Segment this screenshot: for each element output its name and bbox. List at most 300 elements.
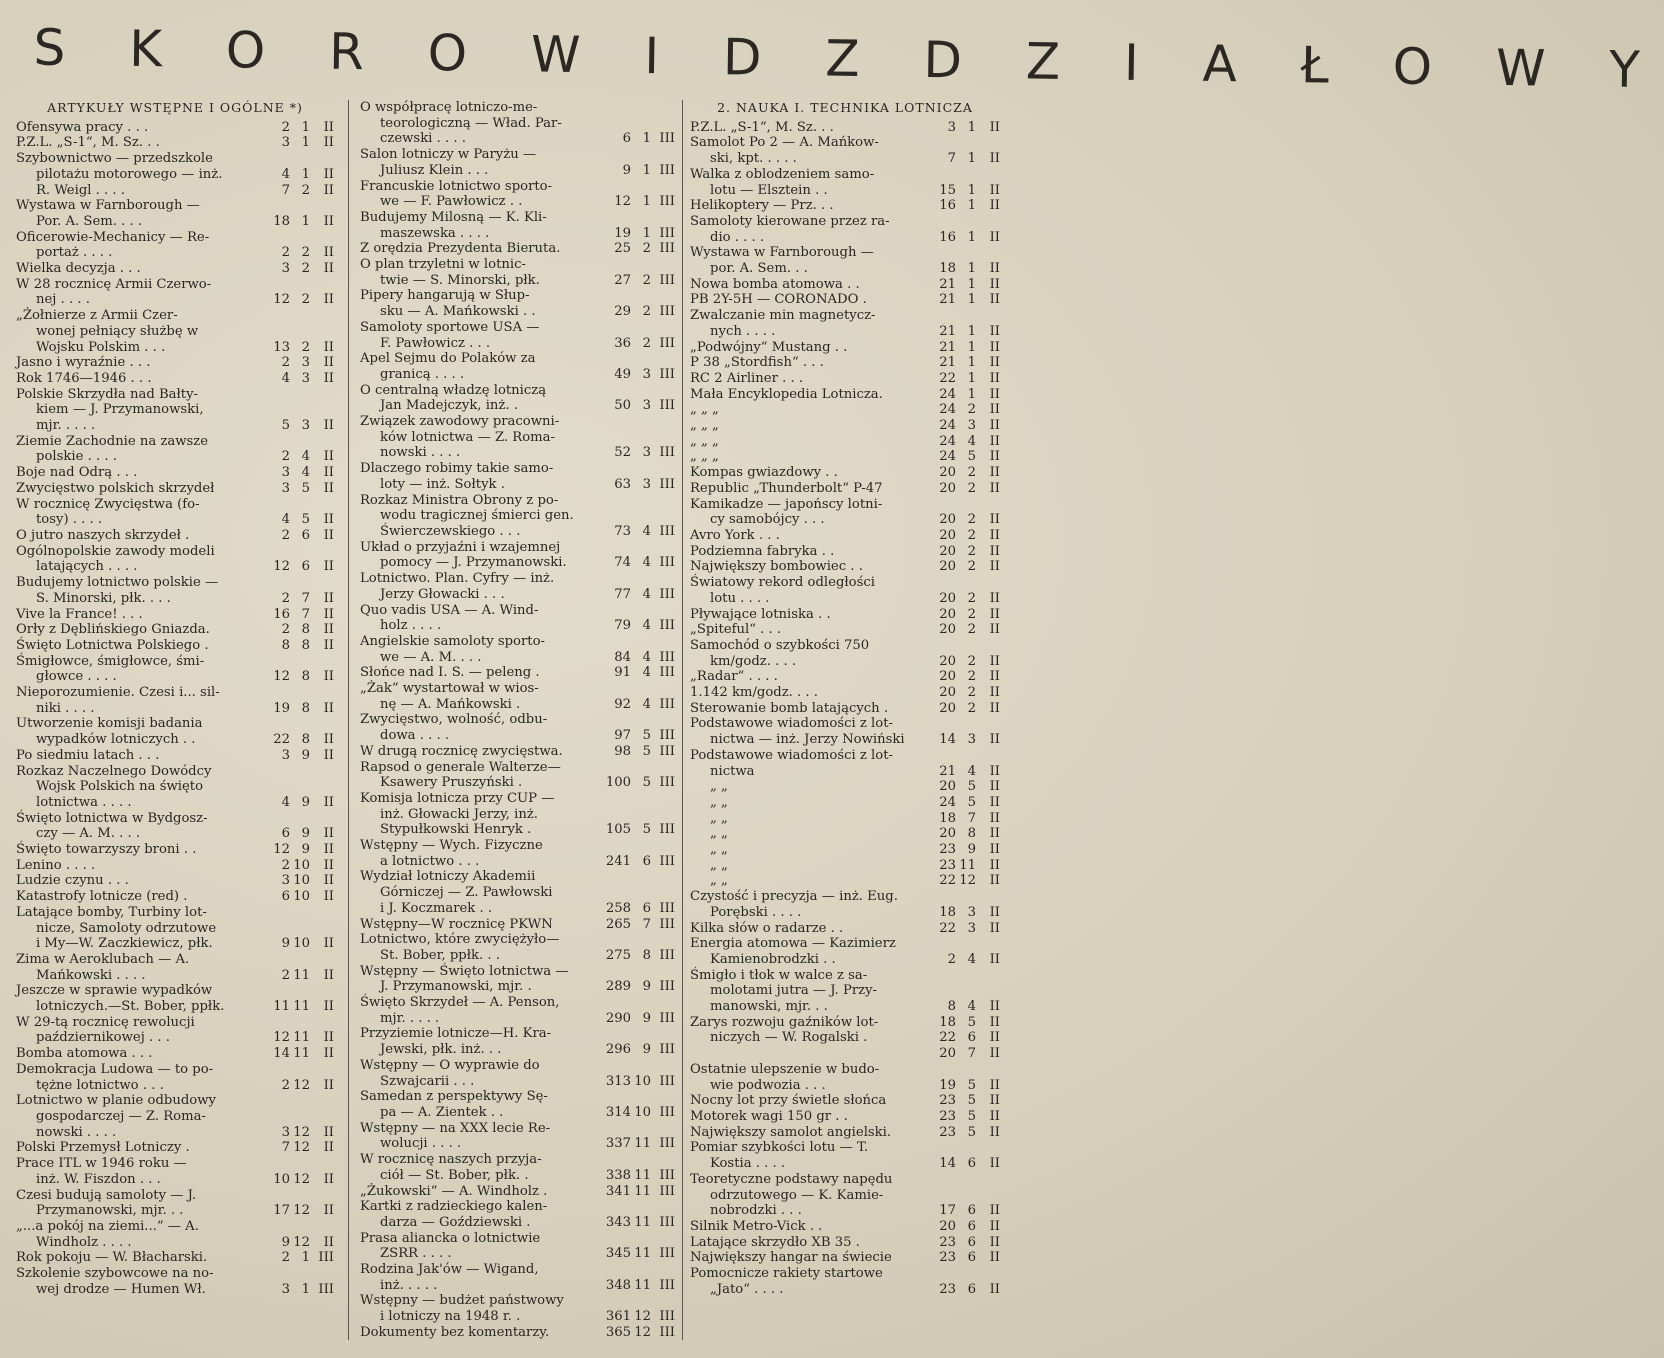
issue-number: 2 [967, 669, 976, 685]
index-entry [690, 1140, 1000, 1171]
issue-number: 2 [967, 527, 976, 543]
volume-number: II [323, 292, 334, 308]
entry-title-line: Przymanowski, mjr. . . [36, 1203, 184, 1219]
page-number: 22 [939, 920, 956, 936]
entry-list [360, 100, 675, 1341]
entry-title-line: „Radar“ . . . . [690, 669, 778, 685]
issue-number: 10 [293, 857, 310, 873]
index-entry [16, 1266, 334, 1297]
page-number: 16 [939, 198, 956, 214]
index-entry [16, 638, 334, 654]
issue-number: 4 [642, 586, 651, 602]
volume-number: III [659, 1309, 675, 1325]
issue-number: 3 [642, 366, 651, 382]
entry-title-line: loty — inż. Sołtyk . [380, 476, 505, 492]
volume-number: II [989, 512, 1000, 528]
volume-number: II [323, 449, 334, 465]
volume-number: II [989, 119, 1000, 135]
issue-number: 11 [293, 999, 310, 1015]
page-number: 7 [947, 151, 956, 167]
entry-title-line: Oficerowie-Mechanicy — Re- [16, 229, 210, 245]
index-entry [360, 634, 675, 665]
index-entry [16, 748, 334, 764]
volume-number: II [989, 182, 1000, 198]
issue-number: 11 [634, 1167, 651, 1183]
entry-title-line: Ludzie czynu . . . [16, 873, 129, 889]
volume-number: II [323, 1140, 334, 1156]
page-number: 23 [939, 1234, 956, 1250]
page-number: 20 [939, 606, 956, 622]
index-entry [360, 1089, 675, 1120]
entry-title-line: „ „ „ [690, 418, 719, 434]
index-entry [690, 1266, 1000, 1297]
issue-number: 3 [642, 476, 651, 492]
index-entry [690, 685, 1000, 701]
index-entry [360, 288, 675, 319]
volume-number: II [989, 685, 1000, 701]
entry-title-line: Stypułkowski Henryk . [380, 822, 532, 838]
page-number: 23 [939, 1093, 956, 1109]
entry-title-line: niczych — W. Rogalski . [710, 1030, 868, 1046]
volume-number: II [323, 857, 334, 873]
index-entry [690, 214, 1000, 245]
issue-number: 1 [301, 213, 310, 229]
entry-title-line: ski, kpt. . . . . [710, 151, 797, 167]
page-number: 91 [614, 665, 631, 681]
volume-number: III [659, 162, 675, 178]
volume-number: III [318, 1281, 334, 1297]
volume-number: II [989, 480, 1000, 496]
volume-number: II [989, 433, 1000, 449]
entry-title-line: Największy bombowiec . . [690, 559, 863, 575]
issue-number: 2 [967, 590, 976, 606]
entry-title-line: Wydział lotniczy Akademii [360, 869, 536, 885]
entry-title-line: Rapsod o generale Walterze— [360, 759, 561, 775]
entry-title-line: „ „ „ [690, 433, 719, 449]
volume-number: II [989, 1124, 1000, 1140]
index-entry [16, 1093, 334, 1140]
entry-title-line: „ „ [710, 794, 728, 810]
entry-title-line: Rok 1746—1946 . . . [16, 370, 152, 386]
index-entry [16, 544, 334, 575]
index-entry [690, 120, 1000, 136]
entry-title-line: czy — A. M. . . . [36, 826, 141, 842]
entry-title-line: Pomiar szybkości lotu — T. [690, 1140, 869, 1156]
issue-number: 4 [967, 999, 976, 1015]
page-number: 17 [273, 1203, 290, 1219]
entry-title-line: Szkolenie szybowcowe na no- [16, 1266, 214, 1282]
volume-number: II [323, 732, 334, 748]
index-entry [16, 1046, 334, 1062]
entry-title-line: F. Pawłowicz . . . [380, 335, 491, 351]
page-number: 105 [605, 822, 631, 838]
entry-title-line: pilotażu motorowego — inż. [36, 166, 223, 182]
entry-title-line: Silnik Metro-Vick . . [690, 1218, 823, 1234]
volume-number: III [659, 398, 675, 414]
index-entry [360, 241, 675, 257]
page-number: 2 [281, 1250, 290, 1266]
index-entry [16, 654, 334, 685]
entry-title-line: sku — A. Mańkowski . . [380, 304, 536, 320]
entry-title-line: mjr. . . . . [36, 418, 96, 434]
issue-number: 8 [967, 826, 976, 842]
page-number: 361 [605, 1309, 631, 1325]
page-number: 20 [939, 559, 956, 575]
entry-title-line: we — F. Pawłowicz . . [380, 194, 523, 210]
index-entry [16, 277, 334, 308]
issue-number: 5 [967, 1093, 976, 1109]
page-number: 258 [605, 900, 631, 916]
volume-number: II [989, 1077, 1000, 1093]
issue-number: 7 [301, 590, 310, 606]
issue-number: 2 [301, 245, 310, 261]
volume-number: III [659, 618, 675, 634]
issue-number: 1 [967, 386, 976, 402]
issue-number: 8 [301, 732, 310, 748]
entry-title-line: inż. . . . . [380, 1277, 438, 1293]
volume-number: II [989, 622, 1000, 638]
issue-number: 11 [293, 1046, 310, 1062]
page-number: 73 [614, 523, 631, 539]
page-number: 22 [939, 370, 956, 386]
entry-title-line: por. A. Sem. . . [710, 261, 808, 277]
index-entry [690, 449, 1000, 465]
volume-number: II [323, 261, 334, 277]
volume-number: III [659, 1073, 675, 1089]
index-entry [16, 151, 334, 198]
issue-number: 1 [967, 323, 976, 339]
issue-number: 2 [967, 543, 976, 559]
entry-title-line: Komisja lotnicza przy CUP — [360, 790, 555, 806]
entry-title-line: Zarys rozwoju gaźników lot- [690, 1014, 879, 1030]
volume-number: II [323, 418, 334, 434]
page-number: 6 [281, 826, 290, 842]
volume-number: II [323, 245, 334, 261]
issue-number: 2 [301, 261, 310, 277]
index-entry [16, 1156, 334, 1187]
entry-title-line: Pomocnicze rakiety startowe [690, 1266, 883, 1282]
issue-number: 1 [967, 119, 976, 135]
issue-number: 4 [301, 465, 310, 481]
issue-number: 5 [642, 743, 651, 759]
page-number: 3 [281, 465, 290, 481]
entry-title-line: Święto towarzyszy broni . . [16, 842, 197, 858]
entry-title-line: Z orędzia Prezydenta Bieruta. [360, 241, 561, 257]
volume-number: II [989, 1250, 1000, 1266]
volume-number: III [659, 366, 675, 382]
page-number: 4 [281, 794, 290, 810]
volume-number: II [323, 1077, 334, 1093]
issue-number: 10 [293, 873, 310, 889]
entry-title-line: nicze, Samoloty odrzutowe [36, 920, 217, 936]
index-entry [16, 575, 334, 606]
volume-number: III [659, 523, 675, 539]
entry-title-line: głowce . . . . [36, 669, 117, 685]
entry-title-line: Ziemie Zachodnie na zawsze [16, 433, 209, 449]
issue-number: 1 [642, 225, 651, 241]
index-entry [690, 434, 1000, 450]
index-entry [16, 481, 334, 497]
page-number: 20 [939, 685, 956, 701]
page-number: 20 [939, 826, 956, 842]
entry-title-line: Motorek wagi 150 gr . . [690, 1109, 848, 1124]
issue-number: 2 [967, 559, 976, 575]
volume-number: II [989, 763, 1000, 779]
issue-number: 6 [967, 1203, 976, 1219]
entry-title-line: P.Z.L. „S-1“, M. Sz. . . [690, 119, 834, 135]
entry-title-line: „Żołnierze z Armii Czer- [16, 308, 178, 324]
issue-number: 2 [967, 622, 976, 638]
section-heading: ARTYKUŁY WSTĘPNE I OGÓLNE *) [47, 100, 303, 115]
issue-number: 11 [634, 1183, 651, 1199]
entry-title-line: Bomba atomowa . . . [16, 1046, 153, 1062]
entry-title-line: Sterowanie bomb latających . [690, 700, 889, 716]
page-number: 10 [273, 1171, 290, 1187]
entry-title-line: i J. Koczmarek . . [380, 900, 493, 916]
volume-number: II [989, 449, 1000, 465]
entry-title-line: we — A. M. . . . [380, 649, 482, 665]
entry-title-line: R. Weigl . . . . [36, 182, 126, 198]
issue-number: 1 [967, 229, 976, 245]
entry-title-line: Związek zawodowy pracowni- [360, 414, 560, 430]
page-number: 63 [614, 476, 631, 492]
entry-title-line: Demokracja Ludowa — to po- [16, 1061, 214, 1077]
issue-number: 12 [293, 1203, 310, 1219]
entry-title-line: październikowej . . . [36, 1030, 170, 1046]
index-entry [16, 230, 334, 261]
entry-title-line: O jutro naszych skrzydeł . [16, 527, 190, 543]
index-entry [690, 167, 1000, 198]
page-number: 2 [281, 245, 290, 261]
index-entry [16, 497, 334, 528]
entry-title-line: Lotnictwo w planie odbudowy [16, 1093, 216, 1109]
index-entry [690, 1125, 1000, 1141]
entry-title-line: „Żukowski“ — A. Windholz . [360, 1183, 548, 1199]
issue-number: 9 [642, 979, 651, 995]
page-number: 50 [614, 398, 631, 414]
entry-title-line: „ „ „ [690, 402, 719, 418]
volume-number: II [323, 480, 334, 496]
page-number: 23 [939, 1109, 956, 1124]
volume-number: II [989, 873, 1000, 889]
volume-number: II [989, 842, 1000, 858]
entry-title-line: Jerzy Głowacki . . . [380, 586, 505, 602]
page-number: 11 [273, 999, 290, 1015]
index-entry [16, 308, 334, 355]
entry-title-line: cy samobójcy . . . [710, 512, 825, 528]
issue-number: 4 [642, 665, 651, 681]
entry-title-line: wodu tragicznej śmierci gen. [380, 508, 574, 524]
page-number: 8 [947, 999, 956, 1015]
entry-title-line: Latające bomby, Turbiny lot- [16, 904, 207, 920]
volume-number: III [659, 696, 675, 712]
volume-number: III [659, 979, 675, 995]
index-entry [16, 842, 334, 858]
volume-number: II [989, 559, 1000, 575]
volume-number: II [323, 936, 334, 952]
issue-number: 5 [301, 512, 310, 528]
issue-number: 10 [634, 1105, 651, 1120]
entry-title-line: Ogólnopolskie zawody modeli [16, 543, 215, 559]
entry-title-line: W 29-tą rocznicę rewolucji [16, 1014, 195, 1030]
issue-number: 5 [642, 822, 651, 838]
issue-number: 4 [642, 523, 651, 539]
entry-title-line: wolucji . . . . [380, 1136, 462, 1152]
index-entry [16, 889, 334, 905]
entry-title-line: Wstępny — Wych. Fizyczne [360, 838, 543, 854]
volume-number: II [323, 873, 334, 889]
issue-number: 4 [642, 555, 651, 571]
entry-title-line: Samoloty sportowe USA — [360, 319, 540, 335]
page-number: 23 [939, 842, 956, 858]
entry-title-line: gospodarczej — Z. Roma- [36, 1109, 206, 1124]
entry-title-line: Juliusz Klein . . . [380, 162, 489, 178]
issue-number: 2 [301, 339, 310, 355]
issue-number: 6 [301, 559, 310, 575]
volume-number: II [323, 700, 334, 716]
volume-number: II [323, 213, 334, 229]
entry-title-line: Kilka słów o radarze . . [690, 920, 844, 936]
entry-title-line: „ „ [710, 873, 728, 889]
issue-number: 5 [967, 1124, 976, 1140]
index-entry [16, 465, 334, 481]
issue-number: 5 [967, 779, 976, 795]
page-number: 23 [939, 1250, 956, 1266]
volume-number: II [323, 1046, 334, 1062]
issue-number: 2 [967, 480, 976, 496]
issue-number: 3 [967, 732, 976, 748]
issue-number: 9 [642, 1042, 651, 1058]
volume-number: II [989, 732, 1000, 748]
issue-number: 7 [301, 606, 310, 622]
entry-title-line: nych . . . . [710, 323, 776, 339]
page-number: 14 [939, 732, 956, 748]
entry-title-line: O współpracę lotniczo-me- [360, 100, 538, 115]
index-entry [16, 355, 334, 371]
index-entry [360, 351, 675, 382]
issue-number: 12 [293, 1124, 310, 1140]
column-divider [348, 100, 349, 1340]
issue-number: 6 [301, 527, 310, 543]
entry-title-line: czewski . . . . [380, 131, 466, 147]
issue-number: 12 [634, 1309, 651, 1325]
entry-title-line: Rok pokoju — W. Błacharski. [16, 1250, 208, 1266]
page-number: 24 [939, 386, 956, 402]
entry-title-line: tosy) . . . . [36, 512, 103, 528]
entry-title-line: Por. A. Sem. . . . [36, 213, 143, 229]
index-entry [690, 575, 1000, 606]
entry-title-line: Jeszcze w sprawie wypadków [16, 983, 213, 999]
entry-title-line: Wystawa w Farnborough — [16, 198, 200, 214]
page-number: 21 [939, 355, 956, 371]
page-number: 13 [273, 339, 290, 355]
index-entry [690, 544, 1000, 560]
entry-title-line: kiem — J. Przymanowski, [36, 402, 204, 418]
index-entry [360, 1184, 675, 1200]
index-entry [690, 638, 1000, 669]
page-number: 27 [614, 272, 631, 288]
entry-title-line: Dlaczego robimy takie samo- [360, 461, 554, 477]
issue-number: 11 [634, 1136, 651, 1152]
volume-number: II [323, 465, 334, 481]
issue-number: 5 [301, 480, 310, 496]
volume-number: II [989, 779, 1000, 795]
entry-title-line: O plan trzyletni w lotnic- [360, 257, 526, 273]
page-number: 2 [281, 119, 290, 135]
page-number: 4 [281, 166, 290, 182]
volume-number: III [659, 743, 675, 759]
index-entry [16, 1015, 334, 1046]
issue-number: 8 [301, 669, 310, 685]
entry-title-line: lotu — Elsztein . . [710, 182, 828, 198]
index-entry [16, 622, 334, 638]
volume-number: III [659, 241, 675, 257]
entry-title-line: Wstępny — budżet państwowy [360, 1293, 564, 1309]
entry-title-line: Angielskie samoloty sporto- [360, 633, 545, 649]
page-number: 22 [939, 873, 956, 889]
issue-number: 3 [642, 398, 651, 414]
volume-number: II [323, 637, 334, 653]
page-number: 2 [281, 967, 290, 983]
volume-number: III [659, 900, 675, 916]
entry-title-line: 1.142 km/godz. . . . [690, 685, 818, 701]
index-entry [690, 1250, 1000, 1266]
entry-title-line: Słońce nad I. S. — peleng . [360, 665, 540, 681]
entry-title-line: Podstawowe wiadomości z lot- [690, 716, 893, 732]
page-number: 313 [605, 1073, 631, 1089]
page-number: 9 [281, 936, 290, 952]
entry-title-line: dio . . . . [710, 229, 765, 245]
entry-title-line: Lenino . . . . [16, 857, 96, 873]
volume-number: II [989, 1203, 1000, 1219]
volume-number: II [323, 1171, 334, 1187]
index-entry [16, 811, 334, 842]
issue-number: 11 [634, 1277, 651, 1293]
entry-title-line: Helikoptery — Prz. . . [690, 198, 834, 214]
volume-number: II [989, 229, 1000, 245]
issue-number: 8 [301, 637, 310, 653]
entry-title-line: J. Przymanowski, mjr. . [380, 979, 532, 995]
page-number: 314 [605, 1105, 631, 1120]
volume-number: III [659, 1246, 675, 1262]
page-number: 19 [939, 1077, 956, 1093]
issue-number: 5 [642, 775, 651, 791]
page-number: 337 [605, 1136, 631, 1152]
issue-number: 7 [967, 810, 976, 826]
issue-number: 2 [967, 512, 976, 528]
entry-title-line: inż. W. Fiszdon . . . [36, 1171, 161, 1187]
entry-title-line: Świerczewskiego . . . [380, 523, 521, 539]
issue-number: 1 [301, 119, 310, 135]
volume-number: III [659, 304, 675, 320]
page-number: 100 [605, 775, 631, 791]
entry-title-line: „ „ [710, 857, 728, 873]
index-entry [690, 921, 1000, 937]
entry-title-line: inż. Głowacki Jerzy, inż. [380, 806, 539, 822]
index-entry [16, 120, 334, 136]
page-number: 17 [939, 1203, 956, 1219]
page-number: 98 [614, 743, 631, 759]
entry-title-line: Samochód o szybkości 750 [690, 637, 870, 653]
page-number: 289 [605, 979, 631, 995]
entry-title-line: Śmigło i tłok w walce z sa- [690, 967, 868, 983]
page-number: 20 [939, 622, 956, 638]
page-number: 18 [939, 261, 956, 277]
volume-number: II [989, 1046, 1000, 1062]
issue-number: 9 [301, 826, 310, 842]
volume-number: II [323, 999, 334, 1015]
issue-number: 12 [293, 1234, 310, 1250]
